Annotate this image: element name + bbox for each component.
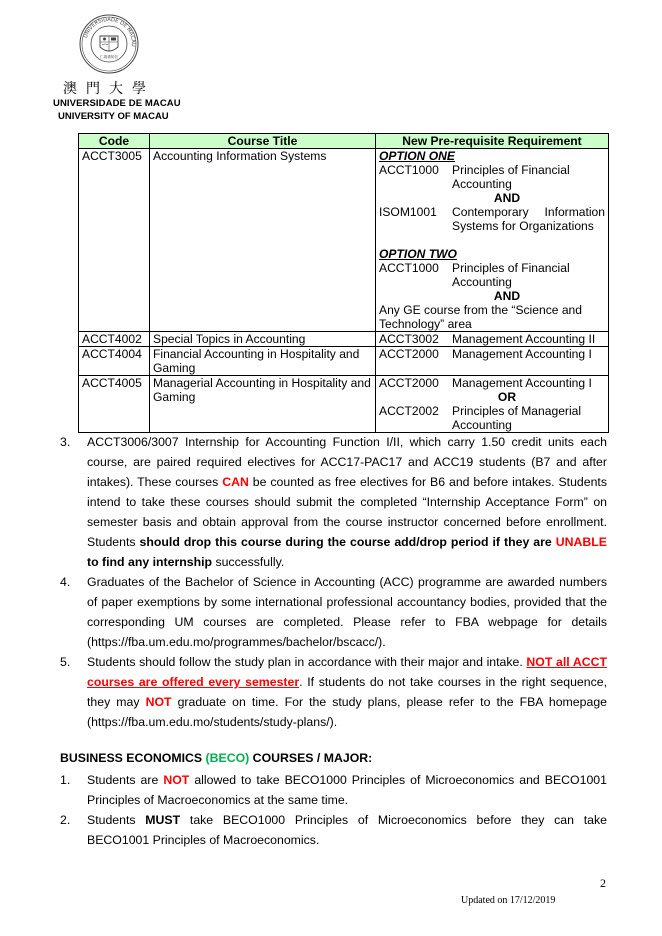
table-header-row [79,134,609,149]
emphasis-can: CAN [222,475,249,489]
note-text: Graduates of the Bachelor of Science in Accounting (ACC) programme are awarded numbers of paper exemptions by some international professional accountancy bodies, provided that the corresponding UM courses are completed. Please refer to FBA webpage for details (https://fba.um.edu.mo/programmes/bachelor/bscacc/). [87,575,607,649]
prerequisite-table [78,133,609,433]
prerequisite-cell [376,376,609,433]
course-title: Financial Accounting in Hospitality and Gaming [150,347,376,376]
heading-beco-code: (BECO) [205,751,250,765]
note-item-exemptions [60,572,607,652]
updated-date: Updated on 17/12/2019 [461,895,556,906]
beco-notes-list [60,770,607,850]
course-title: Special Topics in Accounting [150,332,376,347]
column-header-title: Course Title [150,134,376,149]
beco-note-item [60,810,607,850]
prerequisite-title: Principles of Financial Accounting [452,261,570,289]
prerequisite-title: Contemporary Information Systems for Organizations [452,205,605,233]
prerequisite-title: Principles of Managerial Accounting [452,404,582,432]
note-item-study-plan [60,652,607,732]
prerequisite-code: ACCT2000 [379,347,439,361]
note-text: take BECO1000 Principles of Microeconomics before they can take BECO1001 Principles of Macroeconomics. [87,813,607,847]
or-connector: OR [497,390,517,404]
course-title: Managerial Accounting in Hospitality and Gaming [150,376,376,433]
university-portuguese-name: UNIVERSIDADE DE MACAU [53,98,181,109]
prerequisite-cell [376,347,609,376]
prerequisite-code: ACCT2002 [379,404,439,418]
accounting-notes-list [60,432,607,732]
prerequisite-item [379,205,605,233]
course-code: ACCT4004 [79,347,150,376]
emphasis-not: NOT [163,773,190,787]
prerequisite-item [379,163,605,191]
seal-ring-text: UNIVERSIDADE DE MACAU [82,16,137,47]
prerequisite-code: ACCT1000 [379,261,439,275]
prerequisite-code: ACCT3002 [379,332,439,346]
column-header-requirement: New Pre-requisite Requirement [376,134,609,149]
course-code: ACCT4002 [79,332,150,347]
note-text: Students [87,813,146,827]
emphasis-not-all-offered: NOT all ACCT courses are offered every semester [87,655,607,689]
prerequisite-cell [376,149,609,332]
note-number: 3. [60,435,71,449]
note-text: be counted as free electives for B6 and before intakes. Students intend to take these courses should submit the completed “Internship Acceptance Form” on semester basis and obtain approval from the course instructor concerned before enrollment. Students [87,475,607,549]
emphasis-not: NOT [145,695,172,709]
note-text: successfully. [212,555,285,569]
and-connector: AND [493,191,521,205]
column-header-code: Code [79,134,150,149]
ge-requirement: Any GE course from the “Science and Technology” area [379,303,583,331]
note-text: Students should follow the study plan in accordance with their major and intake. [87,655,527,669]
course-title: Accounting Information Systems [150,149,376,332]
note-item-internship [60,432,607,572]
prerequisite-title: Management Accounting I [452,376,592,390]
note-text: ACCT3006/3007 Internship for Accounting Function I/II, which carry 1.50 credit units each course, are paired required electives for ACC17-PAC17 and ACC19 students (B7 and after intakes). These courses [87,435,607,489]
option-one-label: OPTION ONE [379,149,455,163]
university-seal-icon [79,14,139,74]
prerequisite-item [379,376,605,390]
table-row [79,376,609,433]
note-text: allowed to take BECO1000 Principles of Microeconomics and BECO1001 Principles of Macroeconomics at the same time. [87,773,607,807]
note-text: . If students do not take courses in the right sequence, they may [87,675,607,709]
note-number: 1. [60,773,71,787]
prerequisite-item [379,347,605,361]
prerequisite-item [379,261,605,289]
note-bold-text: should drop this course during the course add/drop period if they are [139,535,556,549]
and-connector: AND [493,289,521,303]
course-code: ACCT3005 [79,149,150,332]
note-bold-text: to find any internship [87,555,213,569]
prerequisite-cell [376,332,609,347]
note-text: graduate on time. For the study plans, please refer to the FBA homepage (https://fba.um.edu.mo/students/study-plans/). [87,695,607,729]
university-english-name: UNIVERSITY OF MACAU [58,111,169,122]
prerequisite-title: Principles of Financial Accounting [452,163,570,191]
prerequisite-title: Management Accounting I [452,347,592,361]
heading-text: BUSINESS ECONOMICS [60,751,206,765]
table-row [79,149,609,332]
prerequisite-code: ACCT1000 [379,163,439,177]
seal-motto: 仁義禮知信 [100,55,118,59]
note-number: 2. [60,813,71,827]
emphasis-must: MUST [145,813,181,827]
course-code: ACCT4005 [79,376,150,433]
prerequisite-item [379,332,605,346]
heading-text: COURSES / MAJOR: [249,751,373,765]
beco-note-item [60,770,607,810]
prerequisite-code: ISOM1001 [379,205,437,219]
prerequisite-item [379,404,605,432]
emphasis-unable: UNABLE [555,535,607,549]
note-number: 5. [60,655,71,669]
page-number: 2 [600,876,606,890]
option-two-label: OPTION TWO [379,247,457,261]
note-text: Students are [87,773,164,787]
note-number: 4. [60,575,71,589]
prerequisite-code: ACCT2000 [379,376,439,390]
prerequisite-title: Management Accounting II [452,332,596,346]
beco-section-heading [60,751,372,765]
university-chinese-name: 澳門大學 [63,81,155,97]
table-row [79,332,609,347]
table-row [79,347,609,376]
